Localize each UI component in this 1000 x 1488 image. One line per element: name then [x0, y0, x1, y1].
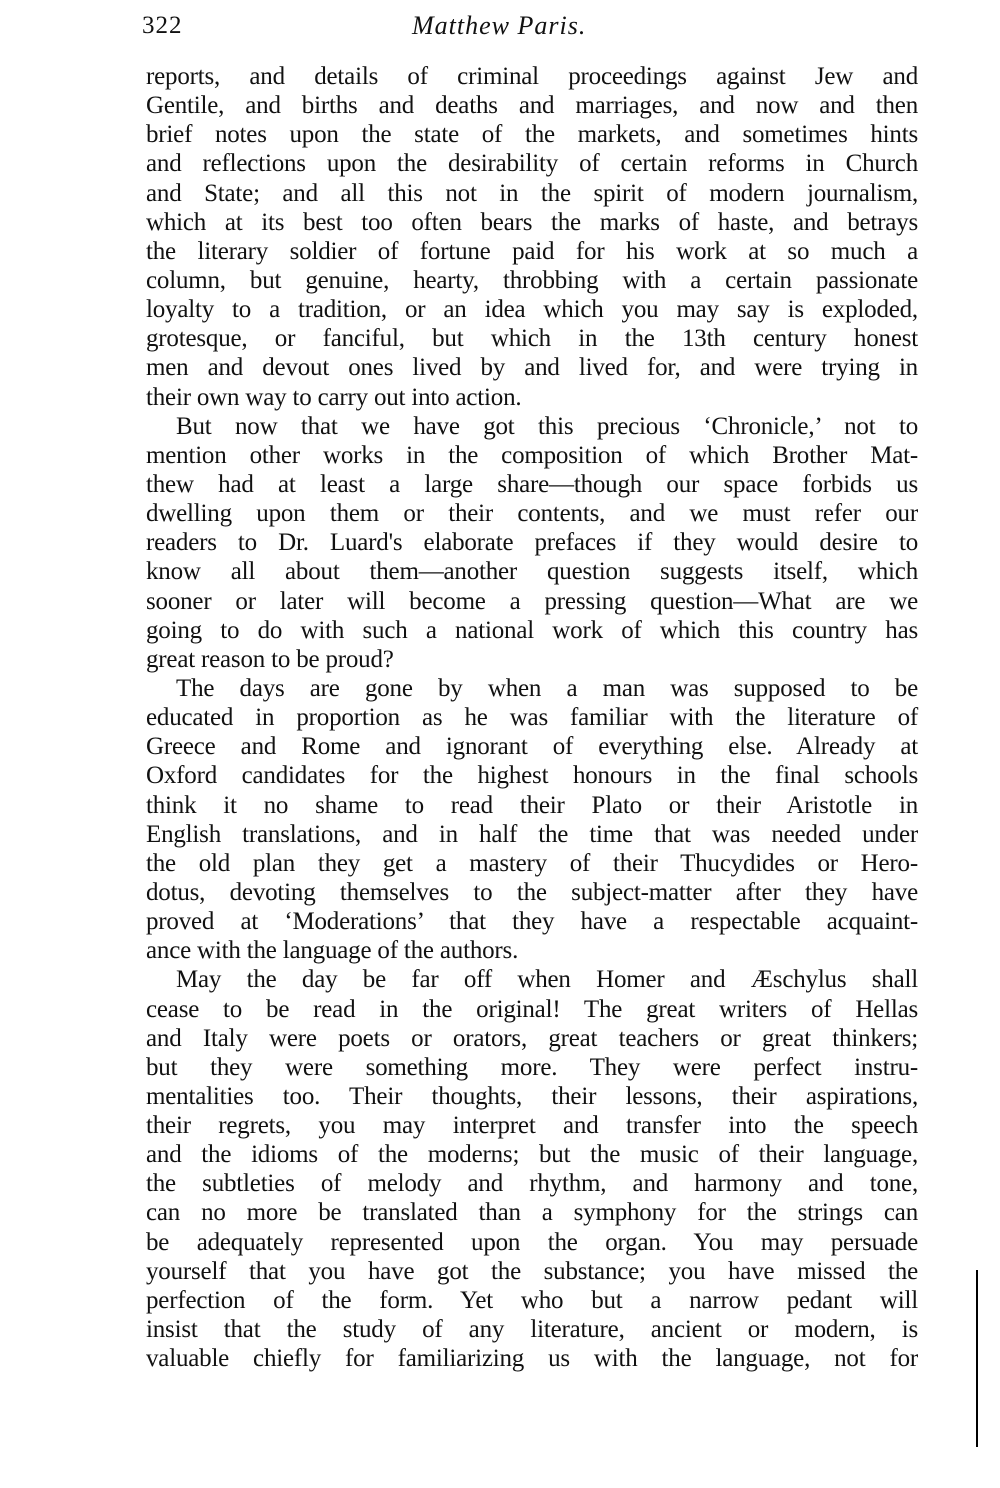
text-line: educated in proportion as he was familiar with the literature of: [146, 704, 918, 732]
paragraph: [146, 62, 918, 412]
text-line: column, but genuine, hearty, throbbing with a certain passionate: [146, 266, 918, 294]
text-line: their regrets, you may interpret and transfer into the speech: [146, 1112, 918, 1140]
text-line: ance with the language of the authors.: [146, 937, 519, 965]
text-line: reports, and details of criminal proceedings against Jew and: [146, 63, 918, 90]
running-head: Matthew Paris.: [412, 11, 587, 40]
text-line: insist that the study of any literature, ancient or modern, is: [146, 1316, 918, 1344]
text-line: going to do with such a national work of which this country has: [146, 616, 918, 644]
text-line: their own way to carry out into action.: [146, 383, 522, 411]
text-line: valuable chiefly for familiarizing us with the language, not for: [146, 1345, 918, 1373]
text-line: Gentile, and births and deaths and marriages, and now and then: [146, 92, 918, 120]
text-line: and the idioms of the moderns; but the music of their language,: [146, 1141, 918, 1169]
text-line: The days are gone by when a man was supposed to be: [176, 674, 918, 702]
text-line: sooner or later will become a pressing question—What are we: [146, 587, 918, 615]
text-line: grotesque, or fanciful, but which in the 13th century honest: [146, 325, 918, 353]
text-line: But now that we have got this precious ‘Chronicle,’ not to: [176, 412, 918, 440]
text-line: Greece and Rome and ignorant of everything else. Already at: [146, 733, 918, 761]
paragraph: [146, 674, 918, 965]
text-line: great reason to be proud?: [146, 645, 394, 673]
scan-margin-line: [976, 1270, 978, 1447]
paragraph: [146, 412, 918, 674]
text-line: readers to Dr. Luard's elaborate prefaces if they would desire to: [146, 529, 918, 557]
text-line: May the day be far off when Homer and Æschylus shall: [176, 966, 918, 994]
text-line: which at its best too often bears the marks of haste, and betrays: [146, 208, 918, 236]
body-text: [146, 62, 918, 1373]
text-line: cease to be read in the original! The great writers of Hellas: [146, 995, 918, 1023]
text-line: and Italy were poets or orators, great teachers or great thinkers;: [146, 1024, 918, 1052]
text-line: dotus, devoting themselves to the subject-matter after they have: [146, 878, 918, 906]
text-line: mention other works in the composition of which Brother Mat-: [146, 441, 918, 469]
page-number: 322: [142, 12, 183, 39]
paragraph: [146, 965, 918, 1373]
text-line: men and devout ones lived by and lived for, and were trying in: [146, 354, 918, 382]
text-line: but they were something more. They were perfect instru-: [146, 1053, 918, 1081]
text-line: the literary soldier of fortune paid for his work at so much a: [146, 237, 918, 265]
text-line: think it no shame to read their Plato or their Aristotle in: [146, 791, 918, 819]
text-line: mentalities too. Their thoughts, their lessons, their aspirations,: [146, 1082, 918, 1110]
text-line: dwelling upon them or their contents, and we must refer our: [146, 500, 918, 528]
text-line: brief notes upon the state of the markets, and sometimes hints: [146, 121, 918, 149]
page-header: [142, 6, 918, 46]
text-line: perfection of the form. Yet who but a narrow pedant will: [146, 1286, 918, 1314]
text-line: English translations, and in half the time that was needed under: [146, 820, 918, 848]
text-line: yourself that you have got the substance; you have missed the: [146, 1257, 918, 1285]
text-line: Oxford candidates for the highest honours in the final schools: [146, 762, 918, 790]
text-line: the old plan they get a mastery of their Thucydides or Hero-: [146, 849, 918, 877]
text-line: loyalty to a tradition, or an idea which you may say is exploded,: [146, 296, 918, 324]
text-line: the subtleties of melody and rhythm, and harmony and tone,: [146, 1170, 918, 1198]
text-line: thew had at least a large share—though our space forbids us: [146, 470, 918, 498]
text-line: and reflections upon the desirability of certain reforms in Church: [146, 150, 918, 178]
text-line: know all about them—another question suggests itself, which: [146, 558, 918, 586]
text-line: proved at ‘Moderations’ that they have a respectable acquaint-: [146, 908, 918, 936]
text-line: and State; and all this not in the spirit of modern journalism,: [146, 179, 918, 207]
text-line: be adequately represented upon the organ. You may persuade: [146, 1228, 918, 1256]
text-line: can no more be translated than a symphony for the strings can: [146, 1199, 918, 1227]
